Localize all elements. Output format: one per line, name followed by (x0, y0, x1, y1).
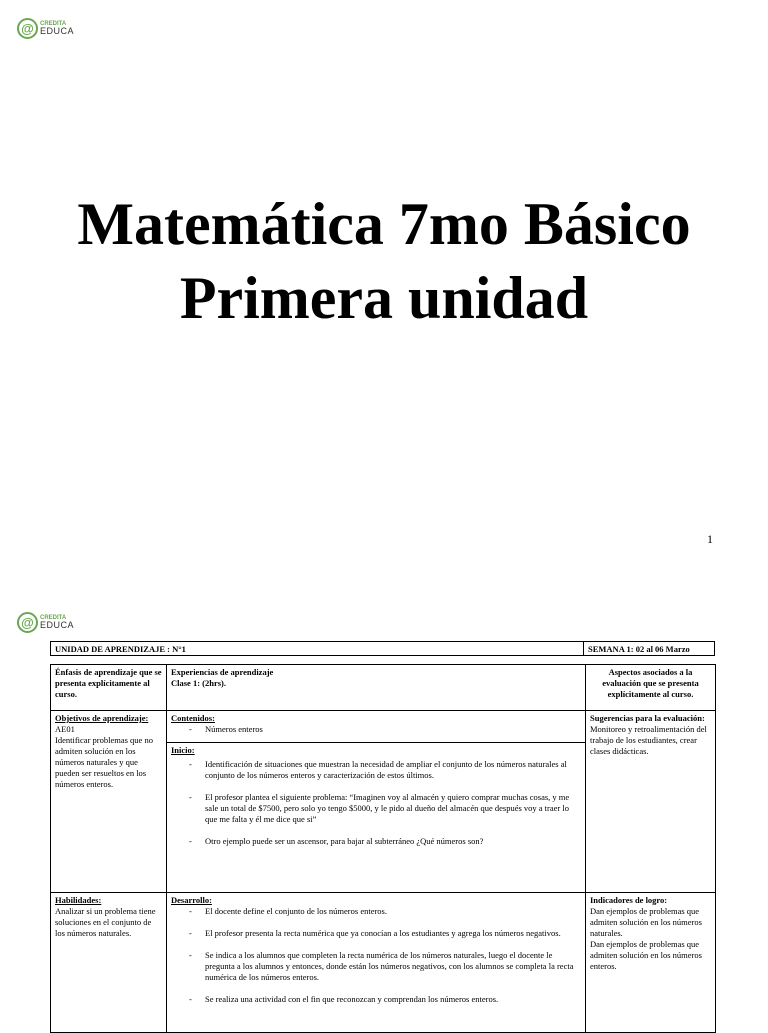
objetivos-text: Identificar problemas que no admiten solución en los números naturales y que pueden ser resueltos en los números enteros. (55, 735, 153, 790)
list-item: - El profesor presenta la recta numérica que ya conocían a los estudiantes y agrega los números negativos. (171, 928, 581, 939)
cover-subtitle: Primera unidad (179, 265, 589, 331)
experiencias-title: Experiencias de aprendizaje (171, 667, 274, 677)
page-number: 1 (707, 532, 713, 546)
list-item: - Se realiza una actividad con el fin que reconozcan y comprendan los números enteros. (171, 994, 581, 1005)
sugerencias-text: Monitoreo y retroalimentación del trabajo de los estudiantes, crear clases didácticas. (590, 724, 707, 757)
sugerencias-label: Sugerencias para la evaluación: (590, 713, 705, 723)
at-sign-icon: @ (17, 612, 38, 633)
logo-word-bottom: EDUCA (40, 26, 75, 36)
col-header-enfasis: Énfasis de aprendizaje que se presenta explícitamente al curso. (51, 665, 167, 711)
week-label: SEMANA 1: 02 al 06 Marzo (584, 642, 715, 656)
lesson-plan-table (50, 664, 716, 1033)
cover-title: Matemática 7mo Básico (77, 191, 691, 257)
indicadores-cell (586, 893, 716, 1033)
contenidos-inicio-cell (167, 711, 586, 893)
col-header-aspectos: Aspectos asociados a la evaluación que se presenta explícitamente al curso. (586, 665, 716, 711)
sugerencias-cell (586, 711, 716, 893)
contenidos-label: Contenidos: (171, 713, 215, 723)
unit-header-table (50, 641, 715, 656)
list-item: - Números enteros (171, 724, 581, 735)
inicio-label: Inicio: (171, 745, 195, 756)
at-sign-icon: @ (17, 18, 38, 39)
logo-word-bottom: EDUCA (40, 620, 75, 630)
objetivos-code: AE01 (55, 724, 75, 735)
desarrollo-label: Desarrollo: (171, 895, 212, 905)
objetivos-label: Objetivos de aprendizaje: (55, 713, 149, 723)
list-item: - Se indica a los alumnos que completen la recta numérica de los números naturales, luego el docente le pregunta a los alumnos y entonces, donde están los números negativos, con los alumnos se completa la recta numérica de los números enteros. (171, 950, 581, 983)
habilidades-text: Analizar si un problema tiene soluciones en el conjunto de los números naturales. (55, 906, 156, 939)
list-item: - El docente define el conjunto de los números enteros. (171, 906, 581, 917)
logo-word-top: CREDITA (40, 21, 67, 27)
logo-word-top: CREDITA (40, 615, 67, 621)
indicadores-label: Indicadores de logro: (590, 895, 668, 905)
list-item: - Otro ejemplo puede ser un ascensor, para bajar al subterráneo ¿Qué números son? (171, 836, 581, 847)
unit-label: UNIDAD DE APRENDIZAJE : N°1 (51, 642, 584, 656)
indicadores-text-1: Dan ejemplos de problemas que admiten solución en los números naturales. (590, 906, 702, 939)
indicadores-text-2: Dan ejemplos de problemas que admiten solución en los números enteros. (590, 939, 702, 972)
habilidades-cell (51, 893, 167, 1033)
objetivos-cell (51, 711, 167, 893)
list-item: - Identificación de situaciones que muestran la necesidad de ampliar el conjunto de los números naturales al conjunto de los números enteros y caracterización de estos últimos. (171, 759, 581, 781)
habilidades-label: Habilidades: (55, 895, 102, 905)
credita-educa-logo (17, 18, 74, 39)
divider (167, 742, 585, 743)
desarrollo-cell (167, 893, 586, 1033)
credita-educa-logo-2 (17, 612, 74, 633)
clase-label: Clase 1: (2hrs). (171, 678, 227, 689)
list-item: - El profesor plantea el siguiente problema: “Imaginen voy al almacén y quiero comprar muchas cosas, y me sale un total de $7500, pero solo yo tengo $5000, y le pido al dueño del almacén que después voy a traer lo que me falta y él me dice que si” (171, 792, 581, 825)
col-header-experiencias (167, 665, 586, 711)
